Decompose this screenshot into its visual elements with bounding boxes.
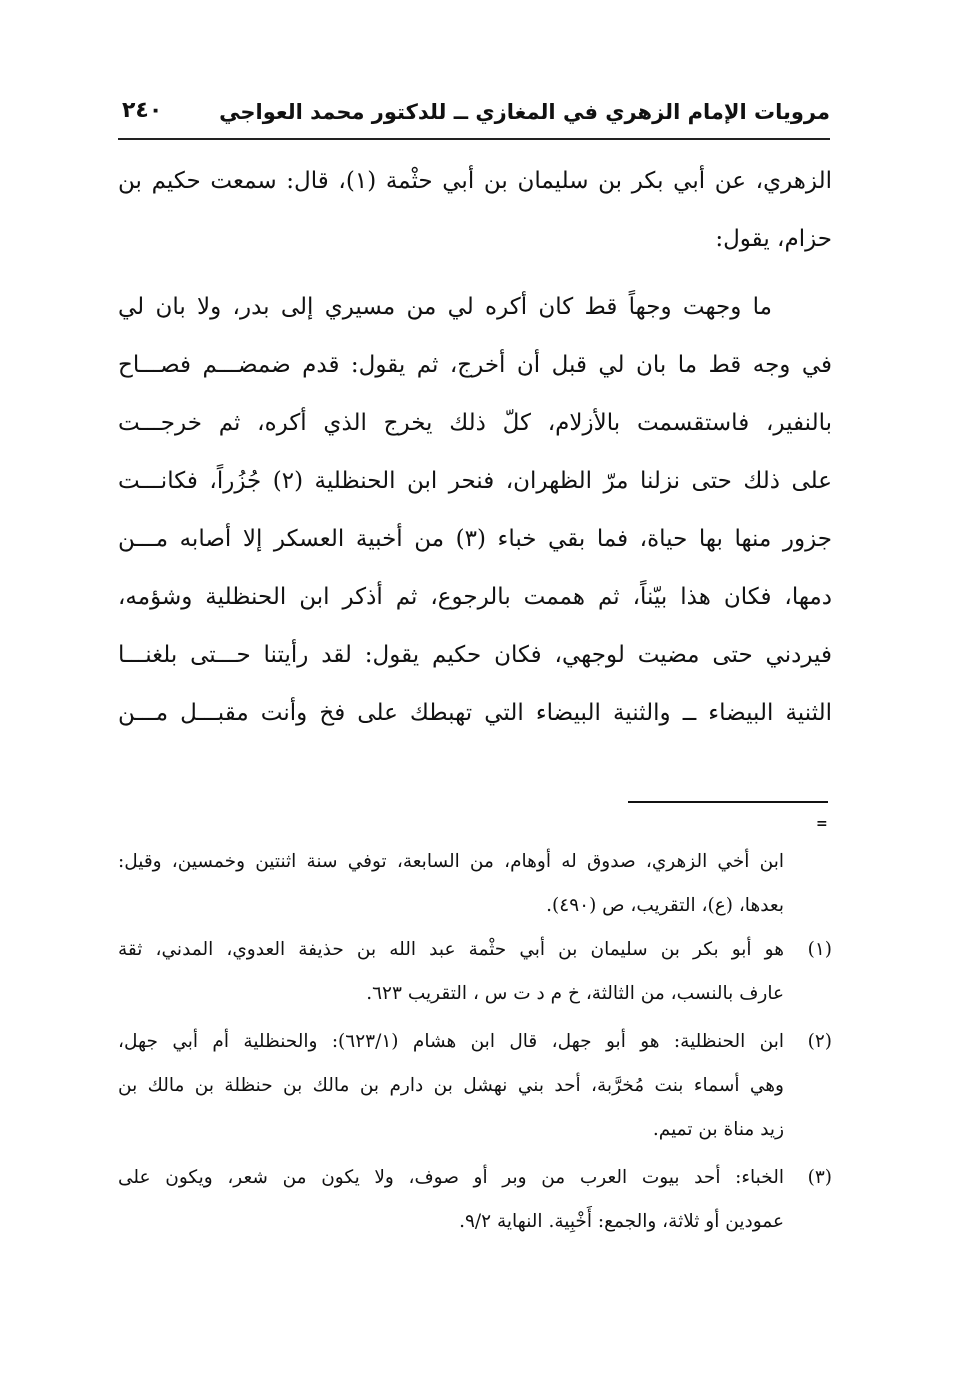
footnote-line: عمودين أو ثلاثة، والجمع: أَخْبِية. النهاية ٩/٢.: [459, 1211, 784, 1232]
footnote-line: زيد مناة بن تميم.: [652, 1119, 784, 1140]
text-line: ما وجهت وجهاً قط كان أكره لي من مسيري إلى بدر، ولا بان لي: [118, 294, 772, 320]
text-line: الثنية البيضاء ــ والثنية البيضاء التي تهبطك على فخ وأنت مقبـــل مـــن: [118, 700, 832, 726]
text-line: على ذلك حتى نزلنا مرّ الظهران، فنحر ابن الحنظلية (٢) جُزُراً، فكانـــت: [118, 468, 832, 494]
footnote-item: [118, 1020, 832, 1152]
footnote-line: هو أبو بكر بن سليمان بن أبي حثْمة عبد الله بن حذيفة العدوي، المدني، ثقة: [118, 939, 784, 960]
text-line: جزور منها بها حياة، فما بقي خباء (٣) من أخبية العسكر إلا أصابه مـــن: [118, 526, 832, 552]
text-line: في وجه قط ما بان لي قبل أن أخرج، ثم يقول: قدم ضمضـــم فصـــاح: [118, 352, 832, 378]
text-line: فيردني حتى مضيت لوجهي، فكان حكيم يقول: لقد رأيتنا حـــتى بلغنـــا: [118, 642, 832, 668]
footnote-number: (٣): [807, 1167, 832, 1188]
main-text: [118, 152, 832, 742]
footnotes: [118, 840, 832, 1248]
text-line: الزهري، عن أبي بكر بن سليمان بن أبي حثْمة (١)، قال: سمعت حكيم بن: [118, 168, 832, 194]
footnote-line: ابن الحنظلية: هو أبو جهل، قال ابن هشام (٦٢٣/١): والحنظلية أم أبي جهل،: [118, 1031, 784, 1052]
footnote-number: (١): [807, 939, 832, 960]
footnote-line: عارف بالنسب، من الثالثة، خ م د ت س ، التقريب ٦٢٣.: [366, 983, 784, 1004]
text-line: بالنفير، فاستقسمت بالأزلام، كلّ ذلك يخرج الذي أكره، ثم خرجـــت: [118, 410, 832, 436]
footnote-line: ابن أخي الزهري، صدوق له أوهام، من السابعة، توفي سنة اثنتين وخمسين، وقيل:: [118, 851, 784, 872]
footnote-line: بعدها، (ع)، التقريب، ص (٤٩٠).: [546, 895, 784, 916]
running-header: [118, 98, 830, 140]
footnote-continuation: [118, 840, 832, 928]
footnote-separator: [628, 801, 828, 803]
footnote-line: الخباء: أحد بيوت العرب من وبر أو صوف، ولا يكون من شعر، ويكون على: [118, 1167, 784, 1188]
text-line: دمها، فكان هذا بيّناً، ثم هممت بالرجوع، ثم أذكر ابن الحنظلية وشؤمه،: [118, 584, 832, 610]
page-number: ٢٤٠: [122, 98, 163, 123]
footnote-continuation-mark: =: [816, 816, 828, 832]
text-line: حزام، يقول:: [715, 226, 832, 252]
footnote-number: (٢): [807, 1031, 832, 1052]
footnote-item: [118, 928, 832, 1016]
header-title: مرويات الإمام الزهري في المغازي ــ للدكتور محمد العواجي: [219, 100, 830, 124]
footnote-item: [118, 1156, 832, 1244]
footnote-line: وهي أسماء بنت مُخرَّبة، أحد بني نهشل بن دارم بن مالك بن حنظلة بن مالك بن: [118, 1075, 784, 1096]
